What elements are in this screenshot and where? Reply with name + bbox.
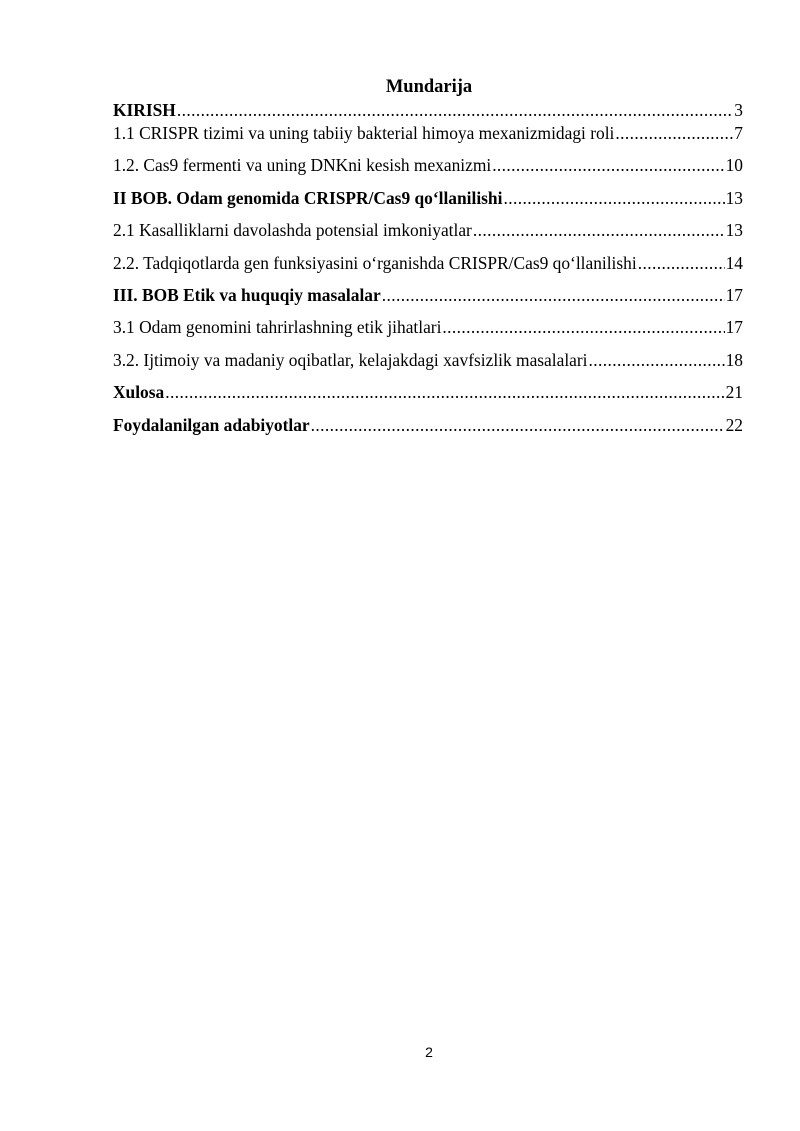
toc-leader-dots: [503, 188, 724, 208]
toc-entry-label: Foydalanilgan adabiyotlar: [113, 414, 310, 435]
toc-entry-label: 3.2. Ijtimoiy va madaniy oqibatlar, kelajakdagi xavfsizlik masalalari: [113, 349, 588, 370]
page-number: 2: [425, 1044, 433, 1060]
toc-entry-2-2[interactable]: [113, 253, 743, 285]
toc-entry-adabiyotlar[interactable]: [113, 415, 743, 447]
toc-entry-kirish[interactable]: [113, 100, 743, 123]
toc-leader-dots: [165, 382, 724, 402]
toc-entry-1-2[interactable]: [113, 155, 743, 187]
toc-entry-page: 13: [725, 220, 743, 241]
toc-entry-page: 3: [734, 100, 743, 120]
toc-entry-label: 3.1 Odam genomini tahrirlashning etik jihatlari: [113, 317, 442, 338]
toc-entry-page: 22: [725, 414, 743, 435]
toc-entry-label: Xulosa: [113, 382, 165, 403]
toc-leader-dots: [382, 285, 725, 305]
toc-entry-label: 1.2. Cas9 fermenti va uning DNKni kesish mexanizmi: [113, 155, 492, 176]
toc-entry-page: 14: [725, 252, 743, 273]
toc-entry-label: III. BOB Etik va huquqiy masalalar: [113, 284, 381, 305]
toc-leader-dots: [177, 100, 733, 120]
toc-entry-xulosa[interactable]: [113, 382, 743, 414]
toc-leader-dots: [589, 350, 725, 370]
toc-entry-label: 1.1 CRISPR tizimi va uning tabiiy bakterial himoya mexanizmidagi roli: [113, 123, 615, 143]
toc-entry-2-1[interactable]: [113, 220, 743, 252]
toc-entry-page: 17: [725, 317, 743, 338]
toc-entry-3-1[interactable]: [113, 317, 743, 349]
toc-leader-dots: [311, 415, 725, 435]
toc-title: Mundarija: [385, 77, 473, 97]
toc-leader-dots: [615, 123, 733, 143]
toc-entry-label: 2.2. Tadqiqotlarda gen funksiyasini o‘rganishda CRISPR/Cas9 qo‘llanilishi: [113, 252, 637, 273]
table-of-contents: [113, 100, 743, 447]
toc-entry-page: 18: [725, 349, 743, 370]
toc-entry-page: 10: [725, 155, 743, 176]
toc-entry-label: KIRISH: [113, 100, 176, 120]
toc-entry-label: II BOB. Odam genomida CRISPR/Cas9 qo‘llanilishi: [113, 187, 503, 208]
toc-leader-dots: [492, 155, 724, 175]
toc-leader-dots: [638, 253, 725, 273]
toc-entry-page: 7: [734, 123, 743, 143]
toc-entry-label: 2.1 Kasalliklarni davolashda potensial imkoniyatlar: [113, 220, 472, 241]
toc-entry-chapter-2[interactable]: [113, 188, 743, 220]
toc-leader-dots: [442, 317, 724, 337]
toc-entry-page: 21: [725, 382, 743, 403]
toc-entry-1-1[interactable]: [113, 123, 743, 155]
toc-entry-3-2[interactable]: [113, 350, 743, 382]
toc-leader-dots: [473, 220, 725, 240]
toc-entry-chapter-3[interactable]: [113, 285, 743, 317]
toc-entry-page: 13: [725, 187, 743, 208]
toc-entry-page: 17: [725, 284, 743, 305]
